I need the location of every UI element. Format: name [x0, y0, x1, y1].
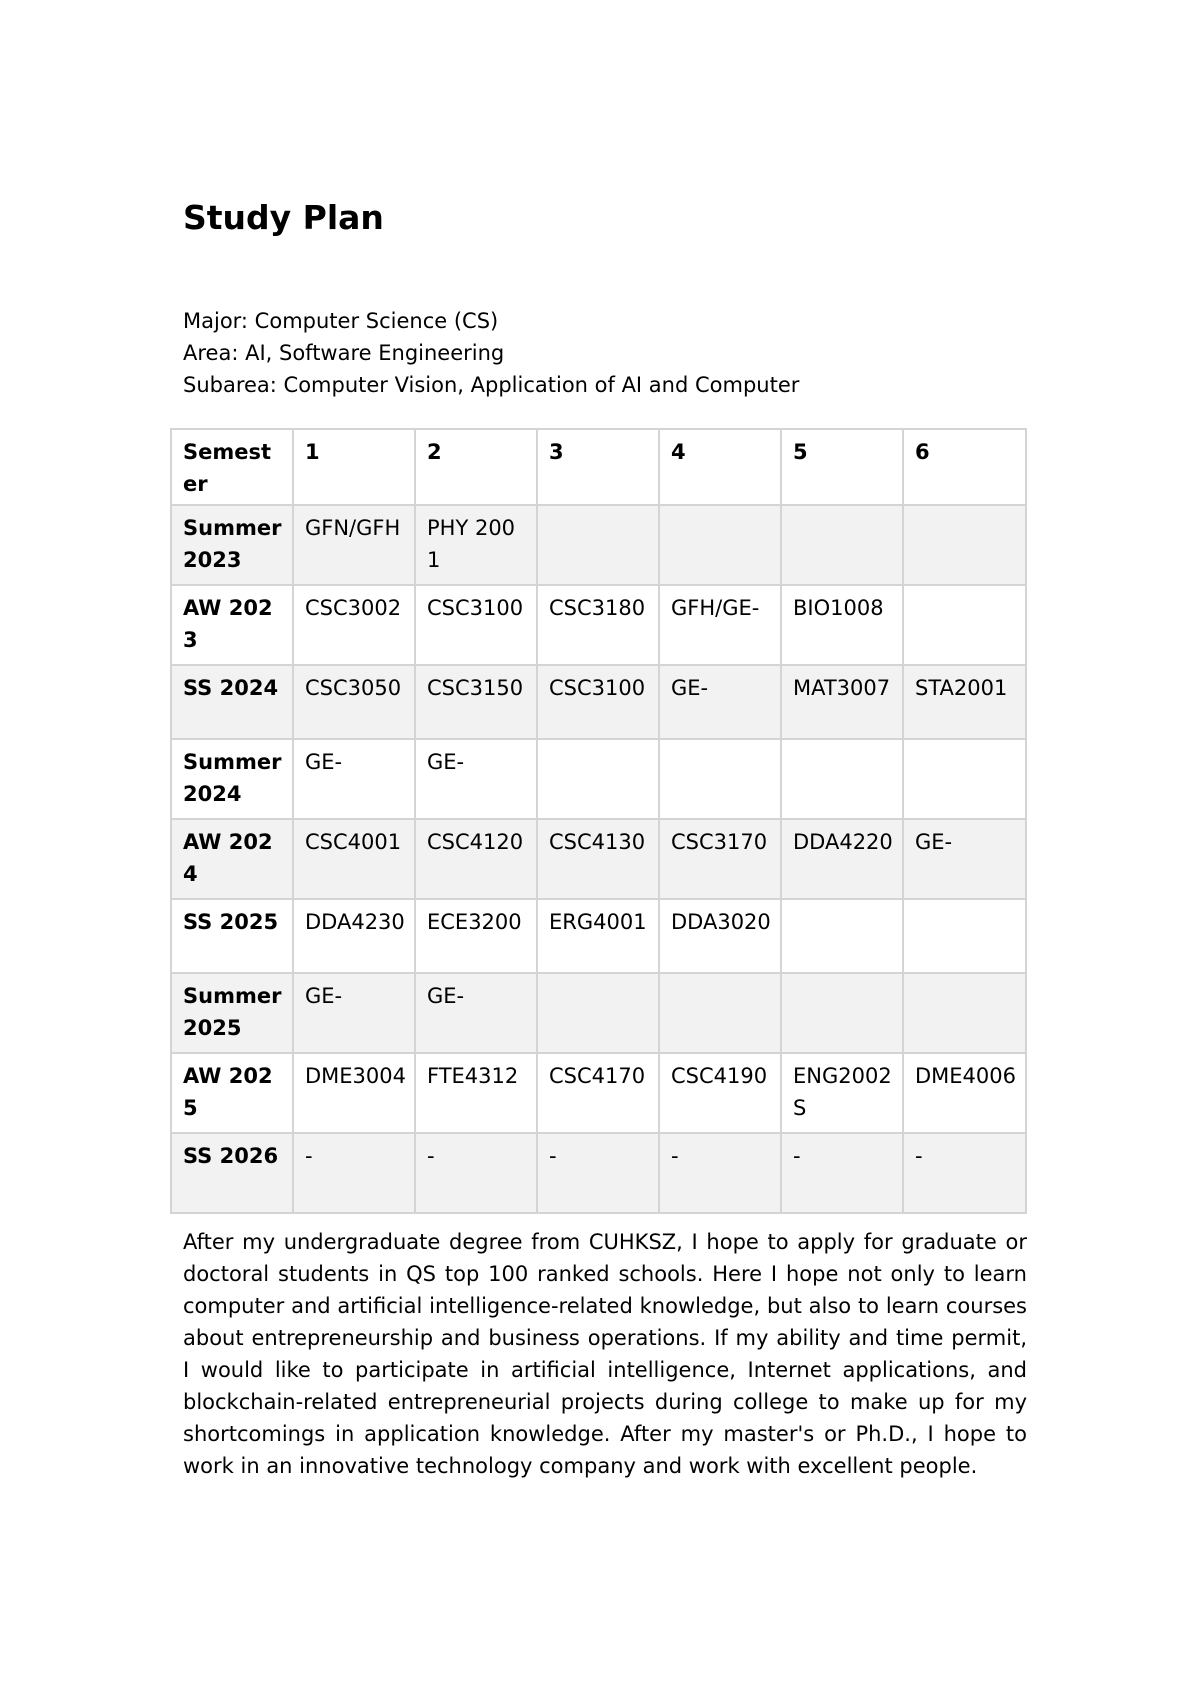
study-info — [183, 305, 799, 401]
closing-paragraph: After my undergraduate degree from CUHKSZ, I hope to apply for graduate or doctoral students in QS top 100 ranked schools. Here I hope not only to learn computer and artificial intelligence-related knowledge, but also to learn courses about entrepreneurship and business operations. If my ability and time permit, I would like to participate in artificial intelligence, Internet applications, and blockchain-related entrepreneurial projects during college to make up for my shortcomings in application knowledge. After my master's or Ph.D., I hope to work in an innovative technology company and work with excellent people. — [183, 1230, 1027, 1478]
course-cell: CSC3180 — [537, 585, 659, 665]
course-cell: CSC4170 — [537, 1053, 659, 1133]
semester-cell: AW 2025 — [171, 1053, 293, 1133]
table-header-row — [171, 429, 1026, 505]
header-cell-4: 4 — [659, 429, 781, 505]
course-cell — [903, 973, 1026, 1053]
course-cell — [659, 973, 781, 1053]
course-cell: MAT3007 — [781, 665, 903, 739]
course-cell: GFN/GFH — [293, 505, 415, 585]
course-cell: ECE3200 — [415, 899, 537, 973]
table-row — [171, 973, 1026, 1053]
semester-cell: Summer 2023 — [171, 505, 293, 585]
study-plan-table — [170, 428, 1027, 1214]
course-cell: DDA4220 — [781, 819, 903, 899]
table-row — [171, 585, 1026, 665]
course-cell: DME3004 — [293, 1053, 415, 1133]
course-cell — [659, 505, 781, 585]
table-row — [171, 739, 1026, 819]
course-cell: - — [659, 1133, 781, 1213]
course-cell: - — [415, 1133, 537, 1213]
course-cell: DDA4230 — [293, 899, 415, 973]
course-cell: DME4006 — [903, 1053, 1026, 1133]
area-line: Area: AI, Software Engineering — [183, 341, 505, 365]
course-cell: CSC4120 — [415, 819, 537, 899]
header-cell-2: 2 — [415, 429, 537, 505]
course-cell — [903, 505, 1026, 585]
table-row — [171, 665, 1026, 739]
course-cell: PHY 2001 — [415, 505, 537, 585]
semester-cell: SS 2025 — [171, 899, 293, 973]
header-cell-6: 6 — [903, 429, 1026, 505]
course-cell: ENG2002S — [781, 1053, 903, 1133]
course-cell: FTE4312 — [415, 1053, 537, 1133]
header-cell-5: 5 — [781, 429, 903, 505]
course-cell: CSC3170 — [659, 819, 781, 899]
course-cell: ERG4001 — [537, 899, 659, 973]
course-cell: GFH/GE- — [659, 585, 781, 665]
course-cell: GE- — [415, 739, 537, 819]
subarea-line: Subarea: Computer Vision, Application of AI and Computer — [183, 373, 800, 397]
semester-cell: SS 2024 — [171, 665, 293, 739]
major-line: Major: Computer Science (CS) — [183, 309, 499, 333]
course-cell: CSC3100 — [415, 585, 537, 665]
semester-cell: AW 2023 — [171, 585, 293, 665]
course-cell — [537, 973, 659, 1053]
course-cell — [781, 973, 903, 1053]
course-cell — [781, 899, 903, 973]
course-cell: - — [293, 1133, 415, 1213]
course-cell — [781, 505, 903, 585]
header-cell-semester: Semester — [171, 429, 293, 505]
table-row — [171, 899, 1026, 973]
course-cell: BIO1008 — [781, 585, 903, 665]
course-cell — [537, 739, 659, 819]
course-cell — [781, 739, 903, 819]
semester-cell: Summer 2025 — [171, 973, 293, 1053]
course-cell: CSC3050 — [293, 665, 415, 739]
course-cell: GE- — [293, 739, 415, 819]
table-row — [171, 1053, 1026, 1133]
course-cell — [903, 739, 1026, 819]
course-cell: CSC4001 — [293, 819, 415, 899]
course-cell: GE- — [415, 973, 537, 1053]
course-cell — [903, 899, 1026, 973]
course-cell: CSC4130 — [537, 819, 659, 899]
header-cell-3: 3 — [537, 429, 659, 505]
course-cell — [537, 505, 659, 585]
course-cell — [659, 739, 781, 819]
course-cell: CSC3150 — [415, 665, 537, 739]
course-cell: - — [903, 1133, 1026, 1213]
course-cell: - — [781, 1133, 903, 1213]
course-cell: GE- — [903, 819, 1026, 899]
table-row — [171, 1133, 1026, 1213]
course-cell: GE- — [659, 665, 781, 739]
semester-cell: Summer 2024 — [171, 739, 293, 819]
course-cell: DDA3020 — [659, 899, 781, 973]
semester-cell: SS 2026 — [171, 1133, 293, 1213]
course-cell: GE- — [293, 973, 415, 1053]
course-cell: CSC4190 — [659, 1053, 781, 1133]
course-cell: STA2001 — [903, 665, 1026, 739]
course-cell: CSC3002 — [293, 585, 415, 665]
page-title: Study Plan — [183, 198, 384, 237]
table-row — [171, 819, 1026, 899]
header-cell-1: 1 — [293, 429, 415, 505]
semester-cell: AW 2024 — [171, 819, 293, 899]
course-cell: - — [537, 1133, 659, 1213]
course-cell — [903, 585, 1026, 665]
course-cell: CSC3100 — [537, 665, 659, 739]
table-row — [171, 505, 1026, 585]
